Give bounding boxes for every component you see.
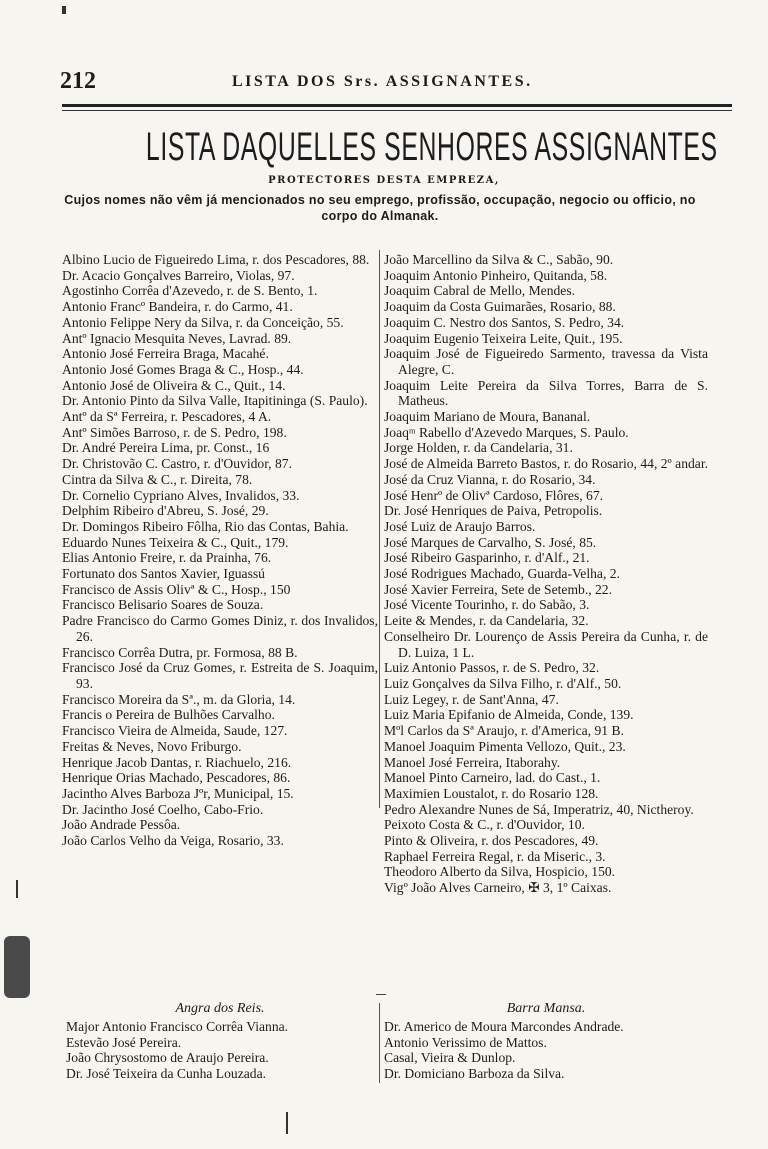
subscriber-entry: José de Almeida Barreto Bastos, r. do Rosario, 44, 2º andar. — [384, 456, 708, 472]
subscriber-entry: Francisco de Assis Olivª & C., Hosp., 150 — [62, 581, 291, 597]
subscriber-entry: Joaquim da Costa Guimarães, Rosario, 88. — [384, 299, 616, 315]
left-column — [62, 252, 378, 849]
column-divider — [379, 250, 380, 808]
subscriber-entry: Henrique Jacob Dantas, r. Riachuelo, 216. — [62, 754, 292, 770]
place-heading-right: Barra Mansa. — [506, 1001, 586, 1016]
subscriber-entry: Antº Simões Barroso, r. de S. Pedro, 198. — [62, 424, 287, 440]
subscriber-entry: Francisco Vieira de Almeida, Saude, 127. — [62, 723, 288, 739]
subscriber-entry: Manoel Joaquim Pimenta Vellozo, Quit., 23. — [384, 738, 626, 754]
bottom-ink-mark — [286, 1112, 288, 1134]
subscriber-entry: Luiz Gonçalves da Silva Filho, r. d'Alf., 50. — [384, 675, 622, 691]
subscriber-entry: Dr. Jacintho José Coelho, Cabo-Frio. — [62, 801, 264, 817]
subscriber-entry: João Andrade Pessôa. — [62, 817, 181, 833]
place-heading-left: Angra dos Reis. — [175, 1001, 265, 1016]
subscriber-entry: Jorge Holden, r. da Candelaria, 31. — [384, 440, 573, 456]
subscriber-entry: Joaqᵐ Rabello d'Azevedo Marques, S. Paulo. — [384, 424, 629, 440]
subscriber-entry: Joaquim Mariano de Moura, Bananal. — [384, 409, 591, 425]
subscriber-entry: Dr. Antonio Pinto da Silva Valle, Itapitininga (S. Paulo). — [62, 393, 368, 409]
subscriber-entry: Luiz Legey, r. de Sant'Anna, 47. — [384, 691, 559, 707]
page-number: 212 — [60, 68, 96, 94]
subscriber-entry: Antonio José Ferreira Braga, Macahé. — [62, 346, 269, 362]
subscriber-entry: José Henrº de Olivª Cardoso, Flôres, 67. — [384, 487, 604, 503]
subscriber-entry: Francis o Pereira de Bulhões Carvalho. — [62, 707, 275, 723]
subscriber-entry: Dr. André Pereira Lima, pr. Const., 16 — [62, 440, 270, 456]
subscriber-entry: Manoel José Ferreira, Itaborahy. — [384, 754, 561, 770]
section-right-entries — [384, 1019, 708, 1082]
page-subtitle: PROTECTORES DESTA EMPREZA, — [268, 175, 500, 186]
subscriber-entry: Mºl Carlos da Sª Araujo, r. d'America, 91 B. — [384, 723, 624, 739]
subscriber-entry: Luiz Maria Epifanio de Almeida, Conde, 139. — [384, 707, 634, 723]
subscriber-entry: Francisco Moreira da Sª., m. da Gloria, 14. — [62, 691, 296, 707]
subscriber-entry: Maximien Loustalot, r. do Rosario 128. — [384, 785, 599, 801]
left-edge-ink-mark — [16, 880, 18, 898]
section-rule — [376, 994, 386, 995]
subscriber-entry: Freitas & Neves, Novo Friburgo. — [62, 738, 242, 754]
subscriber-entry: Joaquim Eugenio Teixeira Leite, Quit., 195. — [384, 330, 623, 346]
subscriber-entry: José Rodrigues Machado, Guarda-Velha, 2. — [384, 566, 620, 582]
subscriber-entry: Antonio Verissimo de Mattos. — [384, 1034, 547, 1050]
subscriber-entry: Pinto & Oliveira, r. dos Pescadores, 49. — [384, 833, 599, 849]
subscriber-entry: João Marcellino da Silva & C., Sabão, 90. — [384, 252, 614, 267]
subscriber-entry: José Ribeiro Gasparinho, r. d'Alf., 21. — [384, 550, 590, 566]
subscriber-entry: João Chrysostomo de Araujo Pereira. — [66, 1050, 269, 1066]
subscriber-entry: Antº Ignacio Mesquita Neves, Lavrad. 89. — [62, 330, 292, 346]
intro-text: Cujos nomes não vêm já mencionados no seu emprego, profissão, occupação, negocio ou officio, no corpo do Almanak. — [64, 193, 696, 223]
subscriber-entry: Dr. Christovão C. Castro, r. d'Ouvidor, 87. — [62, 456, 292, 472]
subscriber-entry: Francisco Corrêa Dutra, pr. Formosa, 88 B. — [62, 644, 298, 660]
top-left-ink-mark — [62, 6, 66, 14]
subscriber-entry: Antonio José de Oliveira & C., Quit., 14. — [62, 377, 286, 393]
subscriber-entry: José Vicente Tourinho, r. do Sabão, 3. — [384, 597, 590, 613]
header-rule-thick — [62, 104, 732, 107]
subscriber-entry: Raphael Ferreira Regal, r. da Miseric., 3. — [384, 848, 606, 864]
subscriber-entry: Dr. Domingos Ribeiro Fôlha, Rio das Contas, Bahia. — [62, 518, 349, 534]
subscriber-entry: Manoel Pinto Carneiro, lad. do Cast., 1. — [384, 770, 601, 786]
subscriber-entry: Theodoro Alberto da Silva, Hospicio, 150. — [384, 864, 616, 880]
subscriber-entry: Henrique Orias Machado, Pescadores, 86. — [62, 770, 291, 786]
subscriber-entry: Dr. Americo de Moura Marcondes Andrade. — [384, 1019, 624, 1034]
right-column — [384, 252, 708, 896]
subscriber-entry: Fortunato dos Santos Xavier, Iguassú — [62, 566, 265, 582]
subscriber-entry: Dr. José Teixeira da Cunha Louzada. — [66, 1066, 266, 1082]
subscriber-entry: Joaquim Leite Pereira da Silva Torres, Barra de S. Matheus. — [384, 377, 708, 409]
subscriber-entry: Francisco José da Cruz Gomes, r. Estreita de S. Joaquim, 93. — [62, 660, 378, 691]
subscriber-entry: Elias Antonio Freire, r. da Prainha, 76. — [62, 550, 272, 566]
page-title: LISTA DAQUELLES SENHORES ASSIGNANTES — [145, 125, 718, 169]
subscriber-entry: Vigº João Alves Carneiro, ✠ 3, 1º Caixas. — [384, 880, 612, 896]
subscriber-entry: Peixoto Costa & C., r. d'Ouvidor, 10. — [384, 817, 585, 833]
subscriber-entry: Cintra da Silva & C., r. Direita, 78. — [62, 471, 253, 487]
subscriber-entry: Luiz Antonio Passos, r. de S. Pedro, 32. — [384, 660, 600, 676]
subscriber-entry: Casal, Vieira & Dunlop. — [384, 1050, 516, 1066]
subscriber-entry: Antonio Francº Bandeira, r. do Carmo, 41. — [62, 299, 293, 315]
subscriber-entry: José Xavier Ferreira, Sete de Setemb., 22. — [384, 581, 613, 597]
subscriber-entry: Albino Lucio de Figueiredo Lima, r. dos Pescadores, 88. — [62, 252, 370, 267]
subscriber-entry: Antonio José Gomes Braga & C., Hosp., 44. — [62, 361, 304, 377]
subscriber-entry: Eduardo Nunes Teixeira & C., Quit., 179. — [62, 534, 289, 550]
subscriber-entry: João Carlos Velho da Veiga, Rosario, 33. — [62, 833, 284, 849]
subscriber-entry: José Marques de Carvalho, S. José, 85. — [384, 534, 597, 550]
subscriber-entry: Joaquim Antonio Pinheiro, Quitanda, 58. — [384, 267, 608, 283]
subscriber-entry: Antonio Felippe Nery da Silva, r. da Conceição, 55. — [62, 314, 344, 330]
subscriber-entry: Joaquim Cabral de Mello, Mendes. — [384, 283, 576, 299]
subscriber-entry: Dr. José Henriques de Paiva, Petropolis. — [384, 503, 603, 519]
subscriber-entry: Pedro Alexandre Nunes de Sá, Imperatriz, 40, Nictheroy. — [384, 801, 694, 817]
header-rule-thin — [62, 110, 732, 111]
subscriber-entry: Padre Francisco do Carmo Gomes Diniz, r. dos Invalidos, 26. — [62, 613, 378, 644]
subscriber-entry: Antº da Sª Ferreira, r. Pescadores, 4 A. — [62, 409, 272, 425]
subscriber-entry: Delphim Ribeiro d'Abreu, S. José, 29. — [62, 503, 269, 519]
section-column-divider — [379, 1003, 380, 1083]
subscriber-entry: Dr. Domiciano Barboza da Silva. — [384, 1066, 565, 1082]
subscriber-entry: Joaquim José de Figueiredo Sarmento, travessa da Vista Alegre, C. — [384, 346, 708, 377]
subscriber-entry: Francisco Belisario Soares de Souza. — [62, 597, 264, 613]
left-edge-ink-blot — [4, 936, 30, 998]
running-header — [52, 66, 716, 96]
subscriber-entry: Leite & Mendes, r. da Candelaria, 32. — [384, 613, 589, 629]
subscriber-entry: Dr. Acacio Gonçalves Barreiro, Violas, 97. — [62, 267, 295, 283]
subscriber-entry: Dr. Cornelio Cypriano Alves, Invalidos, 33. — [62, 487, 300, 503]
subscriber-entry: Estevão José Pereira. — [66, 1034, 182, 1050]
subscriber-entry: Joaquim C. Nestro dos Santos, S. Pedro, 34. — [384, 314, 625, 330]
subscriber-entry: Jacintho Alves Barboza Jºr, Municipal, 15. — [62, 785, 294, 801]
subscriber-entry: José da Cruz Vianna, r. do Rosario, 34. — [384, 471, 596, 487]
running-title: LISTA DOS Srs. ASSIGNANTES. — [232, 73, 533, 90]
subscriber-entry: Major Antonio Francisco Corrêa Vianna. — [66, 1019, 289, 1034]
subscriber-entry: José Luiz de Araujo Barros. — [384, 518, 536, 534]
subscriber-entry: Agostinho Corrêa d'Azevedo, r. de S. Bento, 1. — [62, 283, 318, 299]
section-left-entries — [66, 1019, 376, 1082]
subscriber-entry: Conselheiro Dr. Lourenço de Assis Pereira da Cunha, r. de D. Luiza, 1 L. — [384, 628, 708, 660]
